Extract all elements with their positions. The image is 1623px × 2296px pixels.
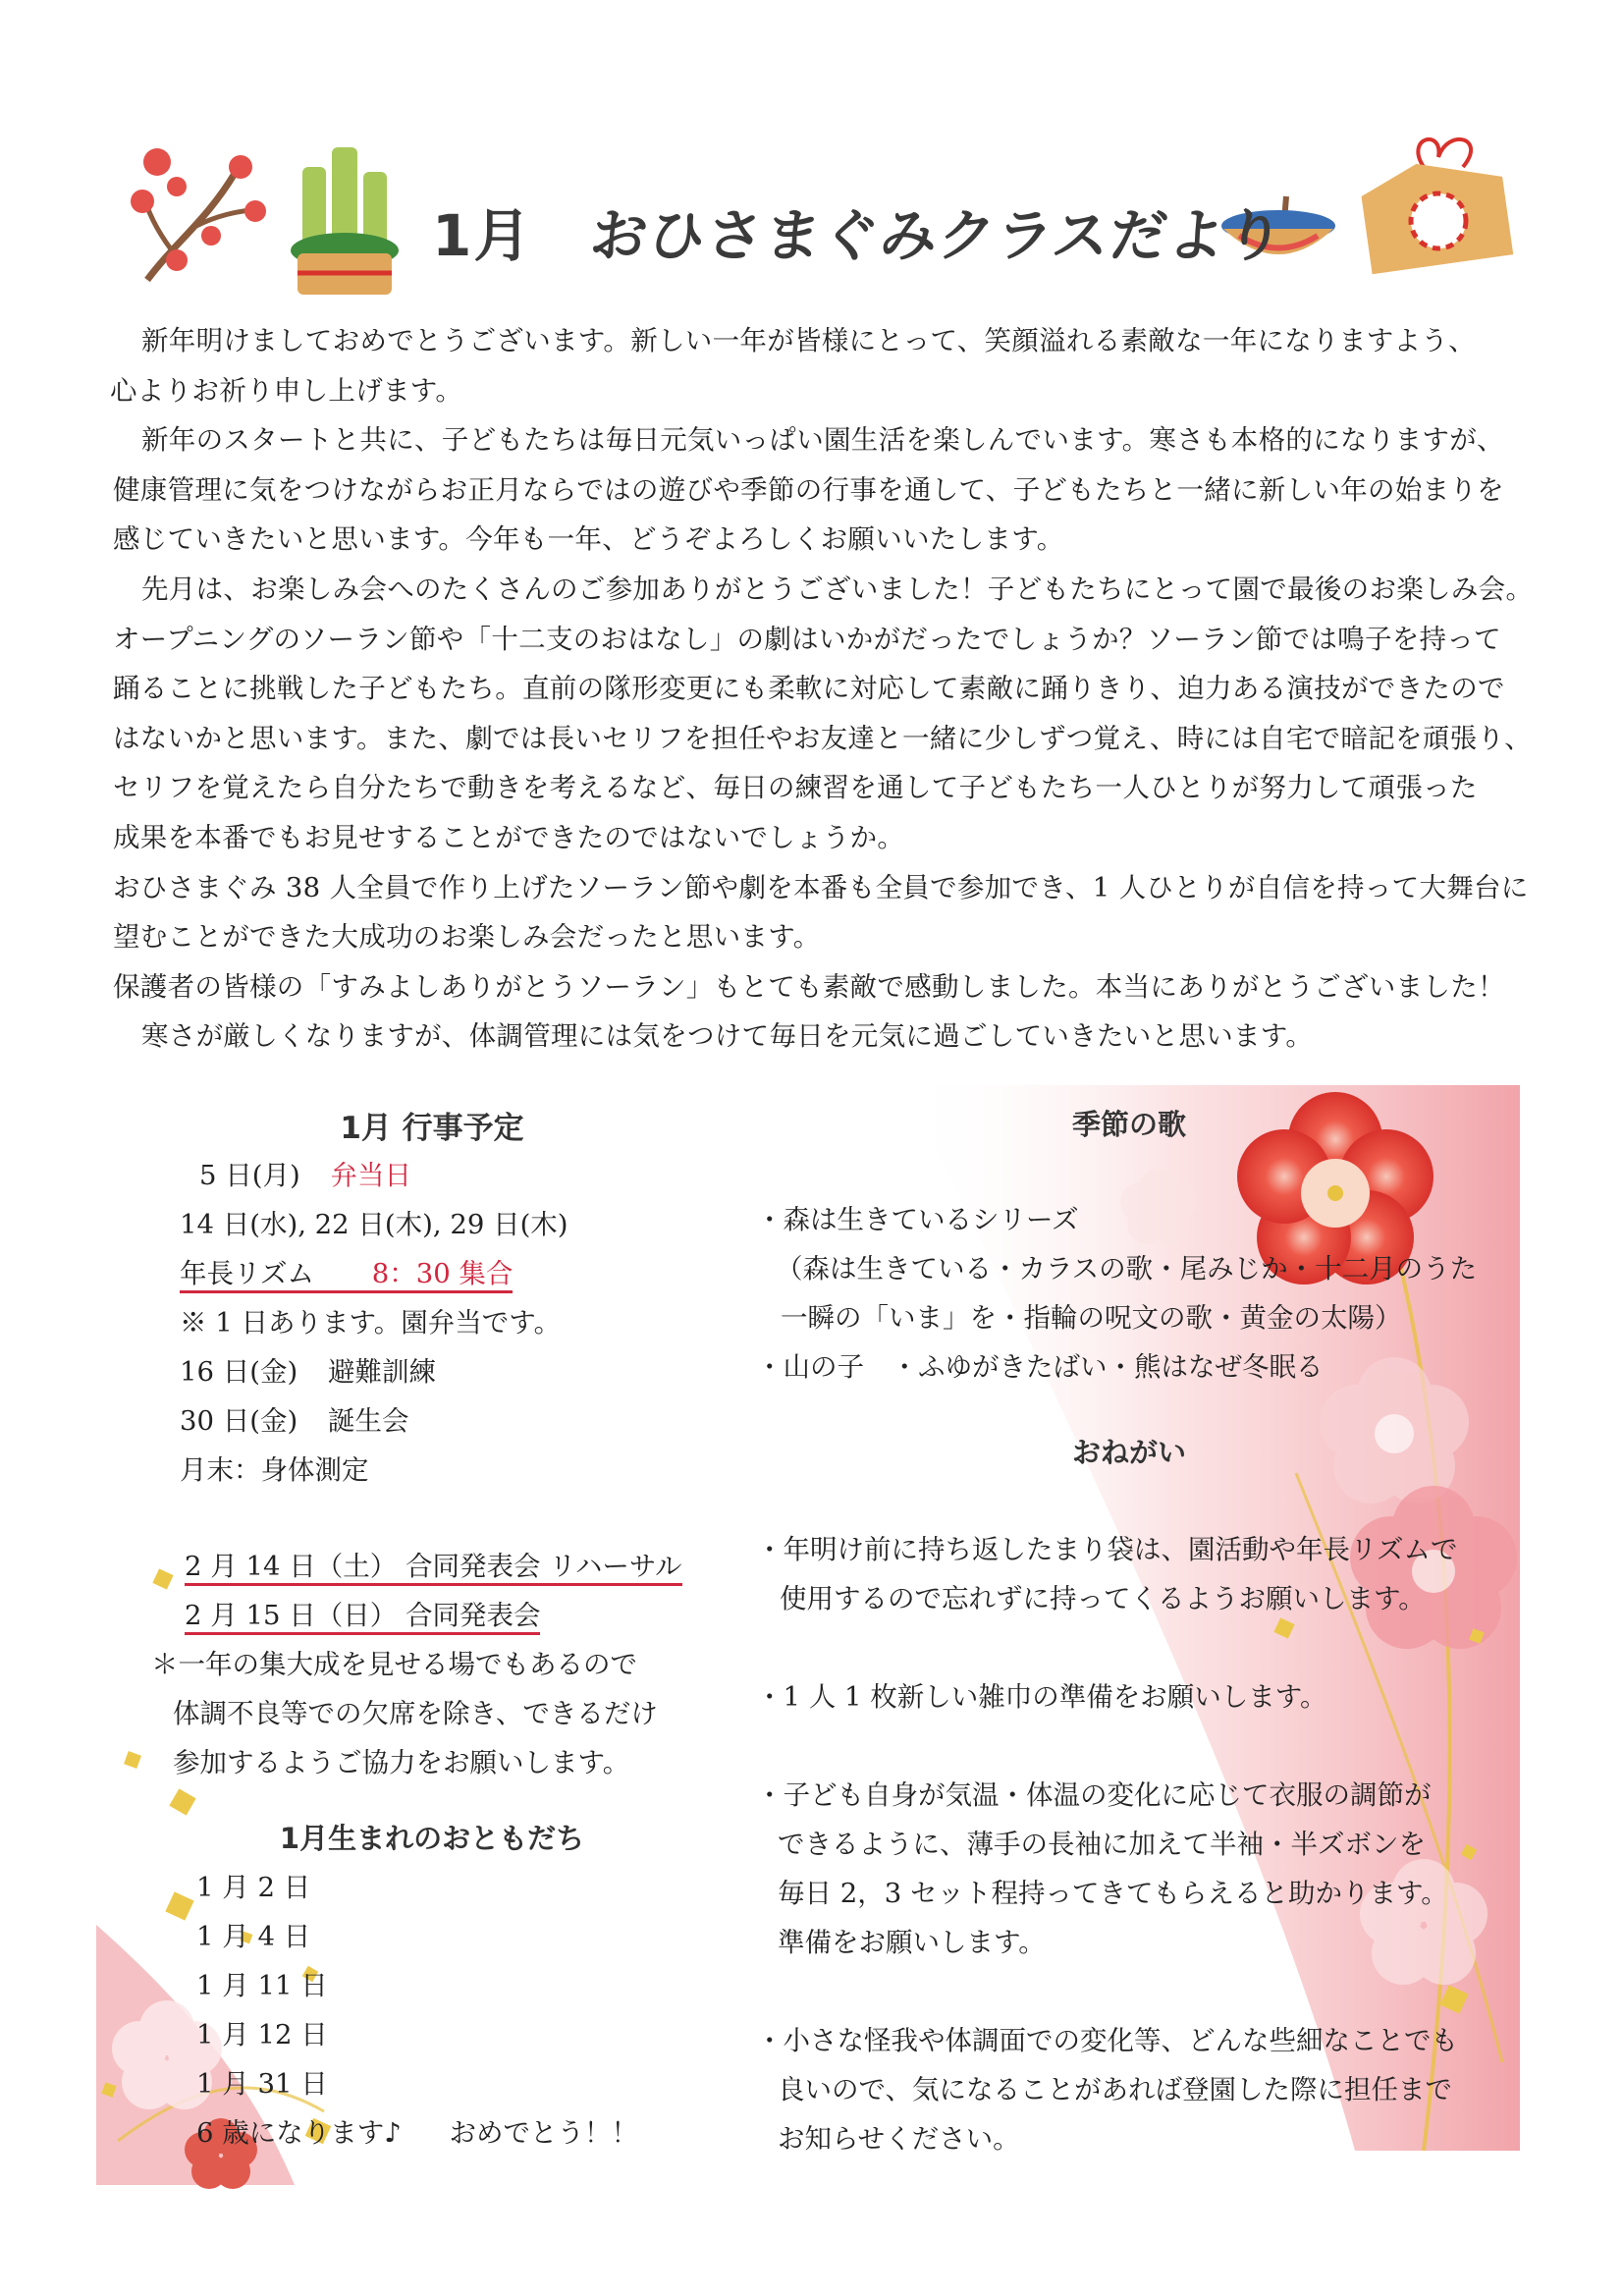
event-date: 16 日(金)	[180, 1356, 298, 1388]
event-date: 30 日(金)	[180, 1405, 298, 1437]
intro-line: 先月は、お楽しみ会へのたくさんのご参加ありがとうございました！子どもたちにとって園で最後のお楽しみ会。	[141, 573, 1534, 605]
event-row: 14 日(水), 22 日(木), 29 日(木)	[180, 1209, 568, 1240]
spacer	[756, 1967, 1522, 2016]
birthday-message: 6 歳になります♪	[196, 2117, 402, 2149]
intro-line: 心よりお祈り申し上げます。	[110, 374, 463, 407]
intro-line: おひさまぐみ 38 人全員で作り上げたソーラン節や劇を本番も全員で参加でき、1 人ひとりが自信を持って大舞台に	[113, 871, 1529, 903]
intro-line: オープニングのソーラン節や「十二支のおはなし」の劇はいかがだったでしょうか？ソーラン節では鳴子を持って	[113, 623, 1501, 655]
feb-event-row	[155, 1591, 744, 1640]
event-label: 避難訓練	[327, 1356, 436, 1388]
feb-events	[151, 1542, 744, 1787]
page-title: おひさまぐみクラスだより	[586, 202, 1288, 269]
requests-list	[756, 1525, 1522, 2163]
spacer	[756, 1722, 1522, 1771]
spacer	[756, 1623, 1522, 1672]
intro-line: 成果を本番でもお見せすることができたのではないでしょうか。	[113, 821, 905, 853]
song-line: 一瞬の「いま」を・指輪の呪文の歌・黄金の太陽）	[781, 1302, 1402, 1334]
request-line: ・子ども自身が気温・体温の変化に応じて衣服の調節が	[756, 1779, 1432, 1811]
birthday-date: 1 月 11 日	[196, 1970, 328, 2001]
feb-note: 体調不良等での欠席を除き、できるだけ	[173, 1698, 658, 1729]
birthday-heading: 1月生まれのおともだち	[279, 1822, 585, 1855]
song-line: ・山の子 ・ふゆがきたばい・熊はなぜ冬眠る	[756, 1351, 1324, 1383]
song-line: ・森は生きているシリーズ	[756, 1204, 1079, 1235]
intro-line: 健康管理に気をつけながらお正月ならではの遊びや季節の行事を通して、子どもたちと一緒に新しい年の始まりを	[113, 473, 1504, 506]
feb-note: ＊一年の集大成を見せる場でもあるので	[151, 1649, 637, 1680]
request-line: できるように、薄手の長袖に加えて半袖・半ズボンを	[778, 1829, 1426, 1860]
event-rhythm	[180, 1258, 513, 1293]
birthday-date: 1 月 31 日	[196, 2068, 328, 2100]
feb-event-recital: 2 月 15 日（日） 合同発表会	[185, 1600, 540, 1635]
title-month: 1月	[432, 202, 533, 269]
intro-line: はないかと思います。また、劇では長いセリフを担任やお友達と一緒に少しずつ覚え、時には自宅で暗記を頑張り、	[113, 722, 1533, 754]
event-row	[180, 1396, 730, 1446]
request-line: ・年明け前に持ち返したまり袋は、園活動や年長リズムで	[756, 1534, 1458, 1565]
event-row	[180, 1151, 730, 1200]
request-line: 毎日 2，3 セット程持ってきてもらえると助かります。	[778, 1878, 1448, 1909]
birthday-message-row	[196, 2108, 707, 2158]
event-label: 弁当日	[330, 1160, 411, 1191]
event-time: 8：30 集合	[371, 1258, 514, 1289]
request-line: 使用するので忘れずに持ってくるようお願いします。	[780, 1583, 1426, 1614]
request-line: 良いので、気になることがあれば登園した際に担任まで	[778, 2074, 1452, 2105]
feb-note: 参加するようご協力をお願いします。	[173, 1747, 630, 1778]
request-line: 準備をお願いします。	[778, 1927, 1046, 1958]
event-date: 5 日(月)	[199, 1160, 300, 1191]
ema-plaque-illustration	[1355, 128, 1517, 275]
plum-branch-illustration	[118, 133, 275, 290]
intro-line: 感じていきたいと思います。今年も一年、どうぞよろしくお願いいたします。	[113, 523, 1064, 556]
birthday-list	[196, 1863, 707, 2158]
intro-line: セリフを覚えたら自分たちで動きを考えるなど、毎日の練習を通して子どもたち一人ひとりが努力して頑張った	[113, 772, 1478, 804]
event-row: 月末：身体測定	[180, 1454, 369, 1486]
request-line: お知らせください。	[778, 2123, 1020, 2155]
request-line: ・小さな怪我や体調面での変化等、どんな些細なことでも	[756, 2025, 1458, 2056]
event-row	[180, 1249, 730, 1298]
intro-line: 望むことができた大成功のお楽しみ会だったと思います。	[113, 921, 821, 954]
event-label: 誕生会	[327, 1405, 409, 1437]
intro-text	[110, 316, 1534, 1062]
feb-event-row	[155, 1542, 744, 1591]
intro-line: 寒さが厳しくなりますが、体調管理には気をつけて毎日を元気に過ごしていきたいと思います。	[141, 1020, 1314, 1053]
request-line: ・1 人 1 枚新しい雑巾の準備をお願いします。	[756, 1681, 1327, 1713]
birthday-congrats: おめでとう！！	[449, 2117, 639, 2149]
event-row	[180, 1347, 730, 1396]
intro-line: 保護者の皆様の「すみよしありがとうソーラン」もとても素敵で感動しました。本当にありがとうございました！	[113, 970, 1505, 1003]
kadomatsu-illustration	[283, 137, 410, 300]
event-row: ※ 1 日あります。園弁当です。	[180, 1307, 562, 1339]
birthday-date: 1 月 2 日	[196, 1872, 311, 1903]
events-list	[180, 1151, 730, 1495]
songs-heading: 季節の歌	[1071, 1108, 1186, 1141]
birthday-date: 1 月 12 日	[196, 2019, 328, 2050]
birthday-date: 1 月 4 日	[196, 1921, 311, 1952]
intro-line: 新年明けましておめでとうございます。新しい一年が皆様にとって、笑顔溢れる素敵な一年になりますよう、	[141, 325, 1476, 356]
events-heading: 1月 行事予定	[340, 1111, 524, 1146]
songs-list	[756, 1195, 1522, 1392]
intro-line: 踊ることに挑戦した子どもたち。直前の隊形変更にも柔軟に対応して素敵に踊りきり、迫力ある演技ができたので	[113, 673, 1505, 705]
event-label: 年長リズム	[180, 1258, 314, 1289]
requests-heading: おねがい	[1071, 1436, 1186, 1469]
feb-event-rehearsal: 2 月 14 日（土） 合同発表会 リハーサル	[185, 1551, 682, 1586]
intro-line: 新年のスタートと共に、子どもたちは毎日元気いっぱい園生活を楽しんでいます。寒さも本格的になりますが、	[141, 424, 1504, 457]
song-line: （森は生きている・カラスの歌・尾みじか・十二月のうた	[776, 1253, 1478, 1285]
